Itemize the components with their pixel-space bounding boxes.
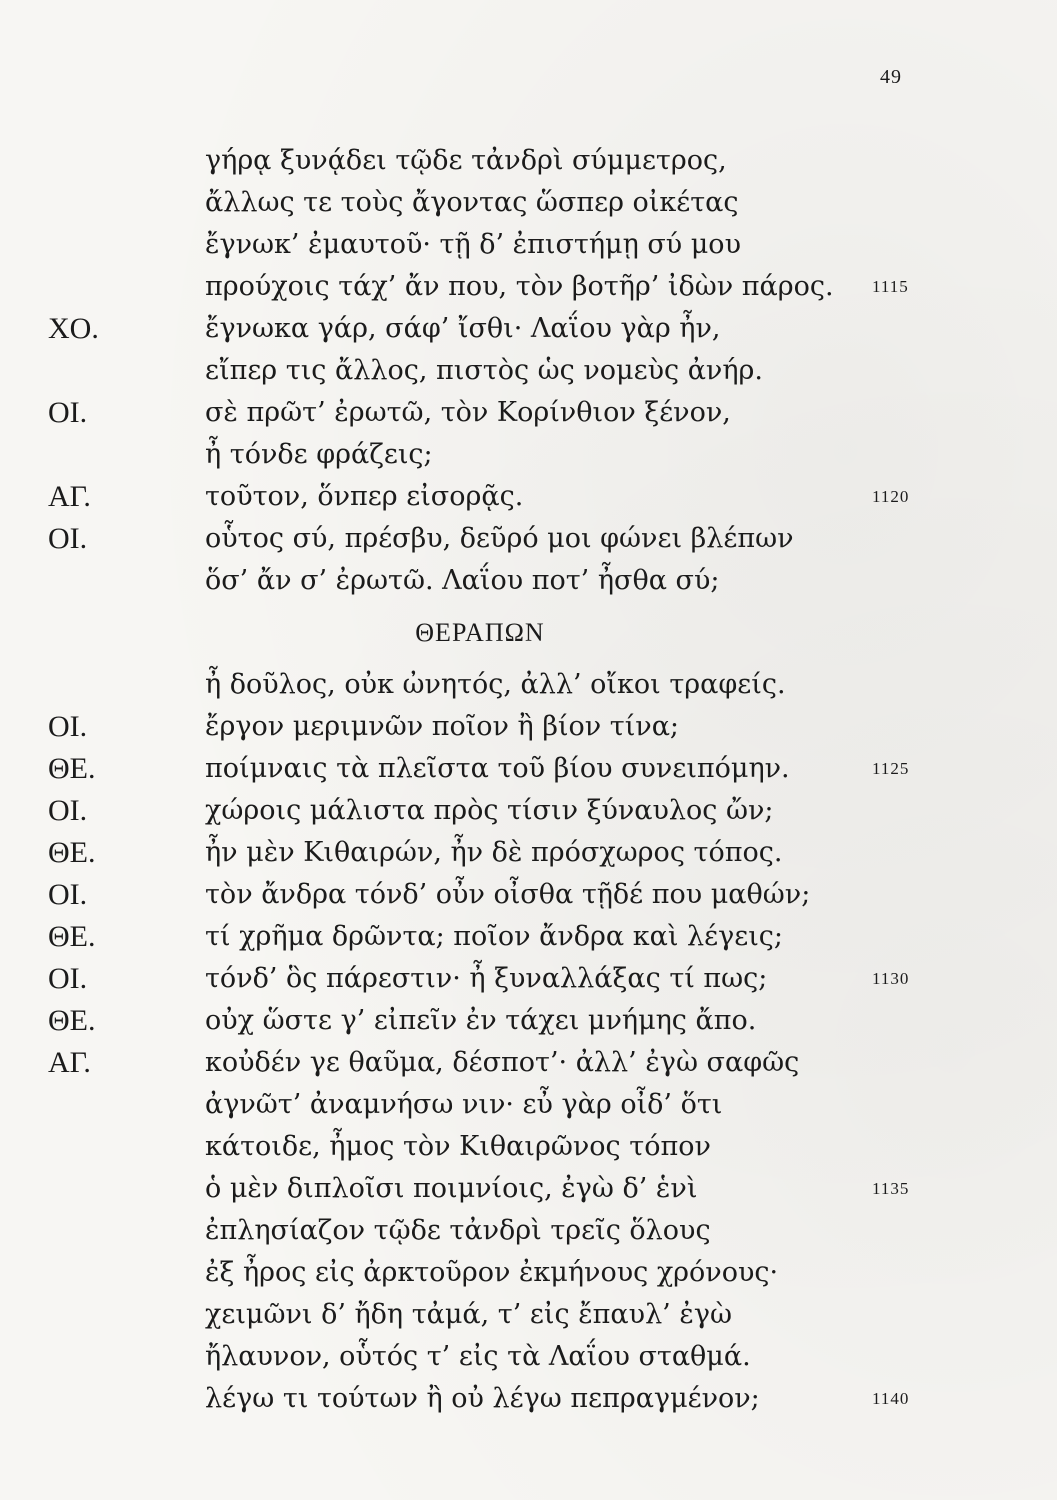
verse-text: ἦ δοῦλος, οὐκ ὠνητός, ἀλλ’ οἴκοι τραφείς. bbox=[205, 669, 786, 700]
verse-line bbox=[0, 182, 1057, 224]
verse-line bbox=[0, 790, 1057, 832]
speaker-label: ΧΟ. bbox=[48, 312, 99, 345]
verse-line bbox=[0, 874, 1057, 916]
speaker-label: ΟΙ. bbox=[48, 962, 88, 995]
verse-text: οὐχ ὥστε γ’ εἰπεῖν ἐν τάχει μνήμης ἄπο. bbox=[205, 1005, 757, 1036]
page-number: 49 bbox=[880, 66, 902, 88]
line-number: 1115 bbox=[872, 277, 909, 296]
verse-text: χώροις μάλιστα πρὸς τίσιν ξύναυλος ὤν; bbox=[205, 795, 774, 826]
verse-line bbox=[0, 266, 1057, 308]
verse-text: ἤλαυνον, οὗτός τ’ εἰς τὰ Λαΐου σταθμά. bbox=[205, 1341, 751, 1372]
verse-line bbox=[0, 1042, 1057, 1084]
verse-line bbox=[0, 664, 1057, 706]
verse-line bbox=[0, 1126, 1057, 1168]
speaker-label: ΟΙ. bbox=[48, 522, 88, 555]
verse-text: ὅσ’ ἄν σ’ ἐρωτῶ. Λαΐου ποτ’ ἦσθα σύ; bbox=[205, 565, 720, 596]
verse-line bbox=[0, 748, 1057, 790]
character-heading-row bbox=[0, 602, 1057, 664]
verse-text: ἦν μὲν Κιθαιρών, ἦν δὲ πρόσχωρος τόπος. bbox=[205, 837, 783, 868]
verse-line bbox=[0, 1000, 1057, 1042]
verse-line bbox=[0, 140, 1057, 182]
speaker-label: ΟΙ. bbox=[48, 396, 88, 429]
verse-text: σὲ πρῶτ’ ἐρωτῶ, τὸν Κορίνθιον ξένον, bbox=[205, 397, 731, 428]
verse-text: τόνδ’ ὃς πάρεστιν· ἦ ξυναλλάξας τί πως; bbox=[205, 963, 768, 994]
verse-text: κοὐδέν γε θαῦμα, δέσποτ’· ἀλλ’ ἐγὼ σαφῶς bbox=[205, 1047, 800, 1078]
verse-text: τὸν ἄνδρα τόνδ’ οὖν οἶσθα τῇδέ που μαθών; bbox=[205, 879, 811, 910]
speaker-label: ΘΕ. bbox=[48, 1004, 96, 1037]
speaker-label: ΘΕ. bbox=[48, 920, 96, 953]
speaker-label: ΑΓ. bbox=[48, 480, 91, 513]
verse-text: κάτοιδε, ἦμος τὸν Κιθαιρῶνος τόπον bbox=[205, 1131, 711, 1162]
speaker-label: ΟΙ. bbox=[48, 710, 88, 743]
line-number: 1140 bbox=[872, 1389, 910, 1408]
verse-line bbox=[0, 350, 1057, 392]
verse-text: ποίμναις τὰ πλεῖστα τοῦ βίου συνειπόμην. bbox=[205, 753, 790, 784]
verse-line bbox=[0, 518, 1057, 560]
verse-text: γήρᾳ ξυνᾴδει τῷδε τἀνδρὶ σύμμετρος, bbox=[205, 145, 727, 176]
verse-line bbox=[0, 706, 1057, 748]
verse-line bbox=[0, 1252, 1057, 1294]
verse-line bbox=[0, 916, 1057, 958]
verse-line bbox=[0, 1378, 1057, 1420]
verse-text: ἀγνῶτ’ ἀναμνήσω νιν· εὖ γὰρ οἶδ’ ὅτι bbox=[205, 1089, 723, 1120]
verse-line bbox=[0, 434, 1057, 476]
character-heading: ΘΕΡΑΠΩΝ bbox=[415, 618, 545, 647]
verse-line bbox=[0, 1294, 1057, 1336]
verse-text: ἔγνωκα γάρ, σάφ’ ἴσθι· Λαΐου γὰρ ἦν, bbox=[205, 313, 721, 344]
verse-line bbox=[0, 476, 1057, 518]
speaker-label: ΟΙ. bbox=[48, 878, 88, 911]
verse-text: τί χρῆμα δρῶντα; ποῖον ἄνδρα καὶ λέγεις; bbox=[205, 921, 784, 952]
verse-line bbox=[0, 392, 1057, 434]
speaker-label: ΟΙ. bbox=[48, 794, 88, 827]
verse-line bbox=[0, 224, 1057, 266]
verse-line bbox=[0, 1168, 1057, 1210]
verse-text: ἄλλως τε τοὺς ἄγοντας ὥσπερ οἰκέτας bbox=[205, 187, 739, 218]
verse-block bbox=[0, 140, 1057, 1420]
verse-text: ἐπλησίαζον τῷδε τἀνδρὶ τρεῖς ὅλους bbox=[205, 1215, 711, 1246]
verse-text: προύχοις τάχ’ ἄν που, τὸν βοτῆρ’ ἰδὼν πάρος. bbox=[205, 271, 834, 302]
verse-line bbox=[0, 1336, 1057, 1378]
verse-line bbox=[0, 308, 1057, 350]
verse-line bbox=[0, 1210, 1057, 1252]
verse-text: ἔγνωκ’ ἐμαυτοῦ· τῇ δ’ ἐπιστήμῃ σύ μου bbox=[205, 229, 741, 260]
line-number: 1130 bbox=[872, 969, 910, 988]
verse-line bbox=[0, 560, 1057, 602]
line-number: 1120 bbox=[872, 487, 910, 506]
verse-text: χειμῶνι δ’ ἤδη τἀμά, τ’ εἰς ἔπαυλ’ ἐγὼ bbox=[205, 1299, 732, 1330]
verse-text: εἴπερ τις ἄλλος, πιστὸς ὡς νομεὺς ἀνήρ. bbox=[205, 355, 763, 386]
verse-text: οὗτος σύ, πρέσβυ, δεῦρό μοι φώνει βλέπων bbox=[205, 523, 794, 554]
verse-line bbox=[0, 1084, 1057, 1126]
verse-text: τοῦτον, ὅνπερ εἰσορᾷς. bbox=[205, 481, 524, 512]
speaker-label: ΘΕ. bbox=[48, 836, 96, 869]
speaker-label: ΘΕ. bbox=[48, 752, 96, 785]
verse-text: ἔργον μεριμνῶν ποῖον ἢ βίον τίνα; bbox=[205, 711, 680, 742]
verse-text: ὁ μὲν διπλοῖσι ποιμνίοις, ἐγὼ δ’ ἑνὶ bbox=[205, 1173, 698, 1204]
verse-line bbox=[0, 958, 1057, 1000]
verse-text: ἦ τόνδε φράζεις; bbox=[205, 439, 433, 470]
line-number: 1125 bbox=[872, 759, 910, 778]
speaker-label: ΑΓ. bbox=[48, 1046, 91, 1079]
verse-line bbox=[0, 832, 1057, 874]
verse-text: ἐξ ἦρος εἰς ἀρκτοῦρον ἐκμήνους χρόνους· bbox=[205, 1257, 779, 1288]
verse-text: λέγω τι τούτων ἢ οὐ λέγω πεπραγμένον; bbox=[205, 1383, 760, 1414]
line-number: 1135 bbox=[872, 1179, 910, 1198]
